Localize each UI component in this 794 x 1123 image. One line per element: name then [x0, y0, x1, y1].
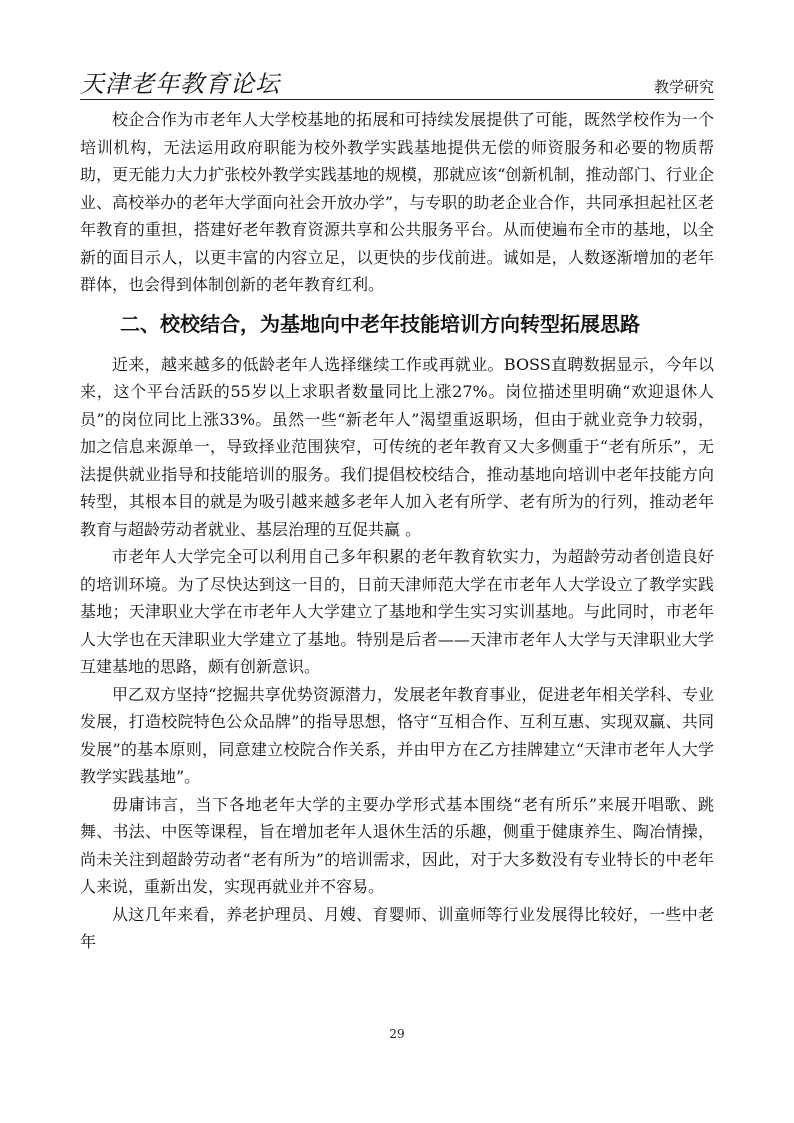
article-body	[80, 106, 714, 956]
section-label: 教学研究	[653, 78, 714, 96]
header-rule	[80, 99, 714, 100]
section-heading: 二、校校结合，为基地向中老年技能培训方向转型拓展思路	[120, 311, 640, 336]
paragraph: 毋庸讳言，当下各地老年大学的主要办学形式基本围绕“老有所乐”来展开唱歌、跳舞、书法、中医等课程，旨在增加老年人退休生活的乐趣，侧重于健康养生、陶冶情操，尚未关注到超龄劳动者“老有所为”的培训需求，因此，对于大多数没有专业特长的中老年人来说，重新出发，实现再就业并不容易。	[80, 794, 714, 896]
paragraph: 校企合作为市老年人大学校基地的拓展和可持续发展提供了可能，既然学校作为一个培训机构，无法运用政府职能为校外教学实践基地提供无偿的师资服务和必要的物质帮助，更无能力大力扩张校外教学实践基地的规模，那就应该“创新机制，推动部门、行业企业、高校举办的老年大学面向社会开放办学”，与专职的助老企业合作，共同承担起社区老年教育的重担，搭建好老年教育资源共享和公共服务平台。从而使遍布全市的基地，以全新的面目示人，以更丰富的内容立足，以更快的步伐前进。诚如是，人数逐渐增加的老年群体，也会得到体制创新的老年教育红利。	[80, 110, 714, 294]
paragraph: 市老年人大学完全可以利用自己多年积累的老年教育软实力，为超龄劳动者创造良好的培训环境。为了尽快达到这一目的，日前天津师范大学在市老年人大学设立了教学实践基地；天津职业大学在市老年人大学建立了基地和学生实习实训基地。与此同时，市老年人大学也在天津职业大学建立了基地。特别是后者——天津市老年人大学与天津职业大学互建基地的思路，颇有创新意识。	[80, 547, 714, 676]
paragraph: 甲乙双方坚持“挖掘共享优势资源潜力，发展老年教育事业，促进老年相关学科、专业发展，打造校院特色公众品牌”的指导思想，恪守“互相合作、互利互惠、实现双赢、共同发展”的基本原则，同意建立校院合作关系，并由甲方在乙方挂牌建立“天津市老年人大学教学实践基地”。	[80, 684, 714, 786]
journal-logo: 天津老年教育论坛	[80, 70, 280, 98]
paragraph: 近来，越来越多的低龄老年人选择继续工作或再就业。BOSS直聘数据显示，今年以来，这个平台活跃的55岁以上求职者数量同比上涨27%。岗位描述里明确“欢迎退休人员”的岗位同比上涨33%。虽然一些“新老年人”渴望重返职场，但由于就业竞争力较弱，加之信息来源单一，导致择业范围狭窄，可传统的老年教育又大多侧重于“老有所乐”，无法提供就业指导和技能培训的服务。我们提倡校校结合，推动基地向培训中老年技能方向转型，其根本目的就是为吸引越来越多老年人加入老有所学、老有所为的行列，推动老年教育与超龄劳动者就业、基层治理的互促共赢 。	[80, 354, 714, 539]
paragraph: 从这几年来看，养老护理员、月嫂、育婴师、训童师等行业发展得比较好，一些中老年	[80, 904, 714, 951]
page-number: 29	[389, 1027, 405, 1041]
